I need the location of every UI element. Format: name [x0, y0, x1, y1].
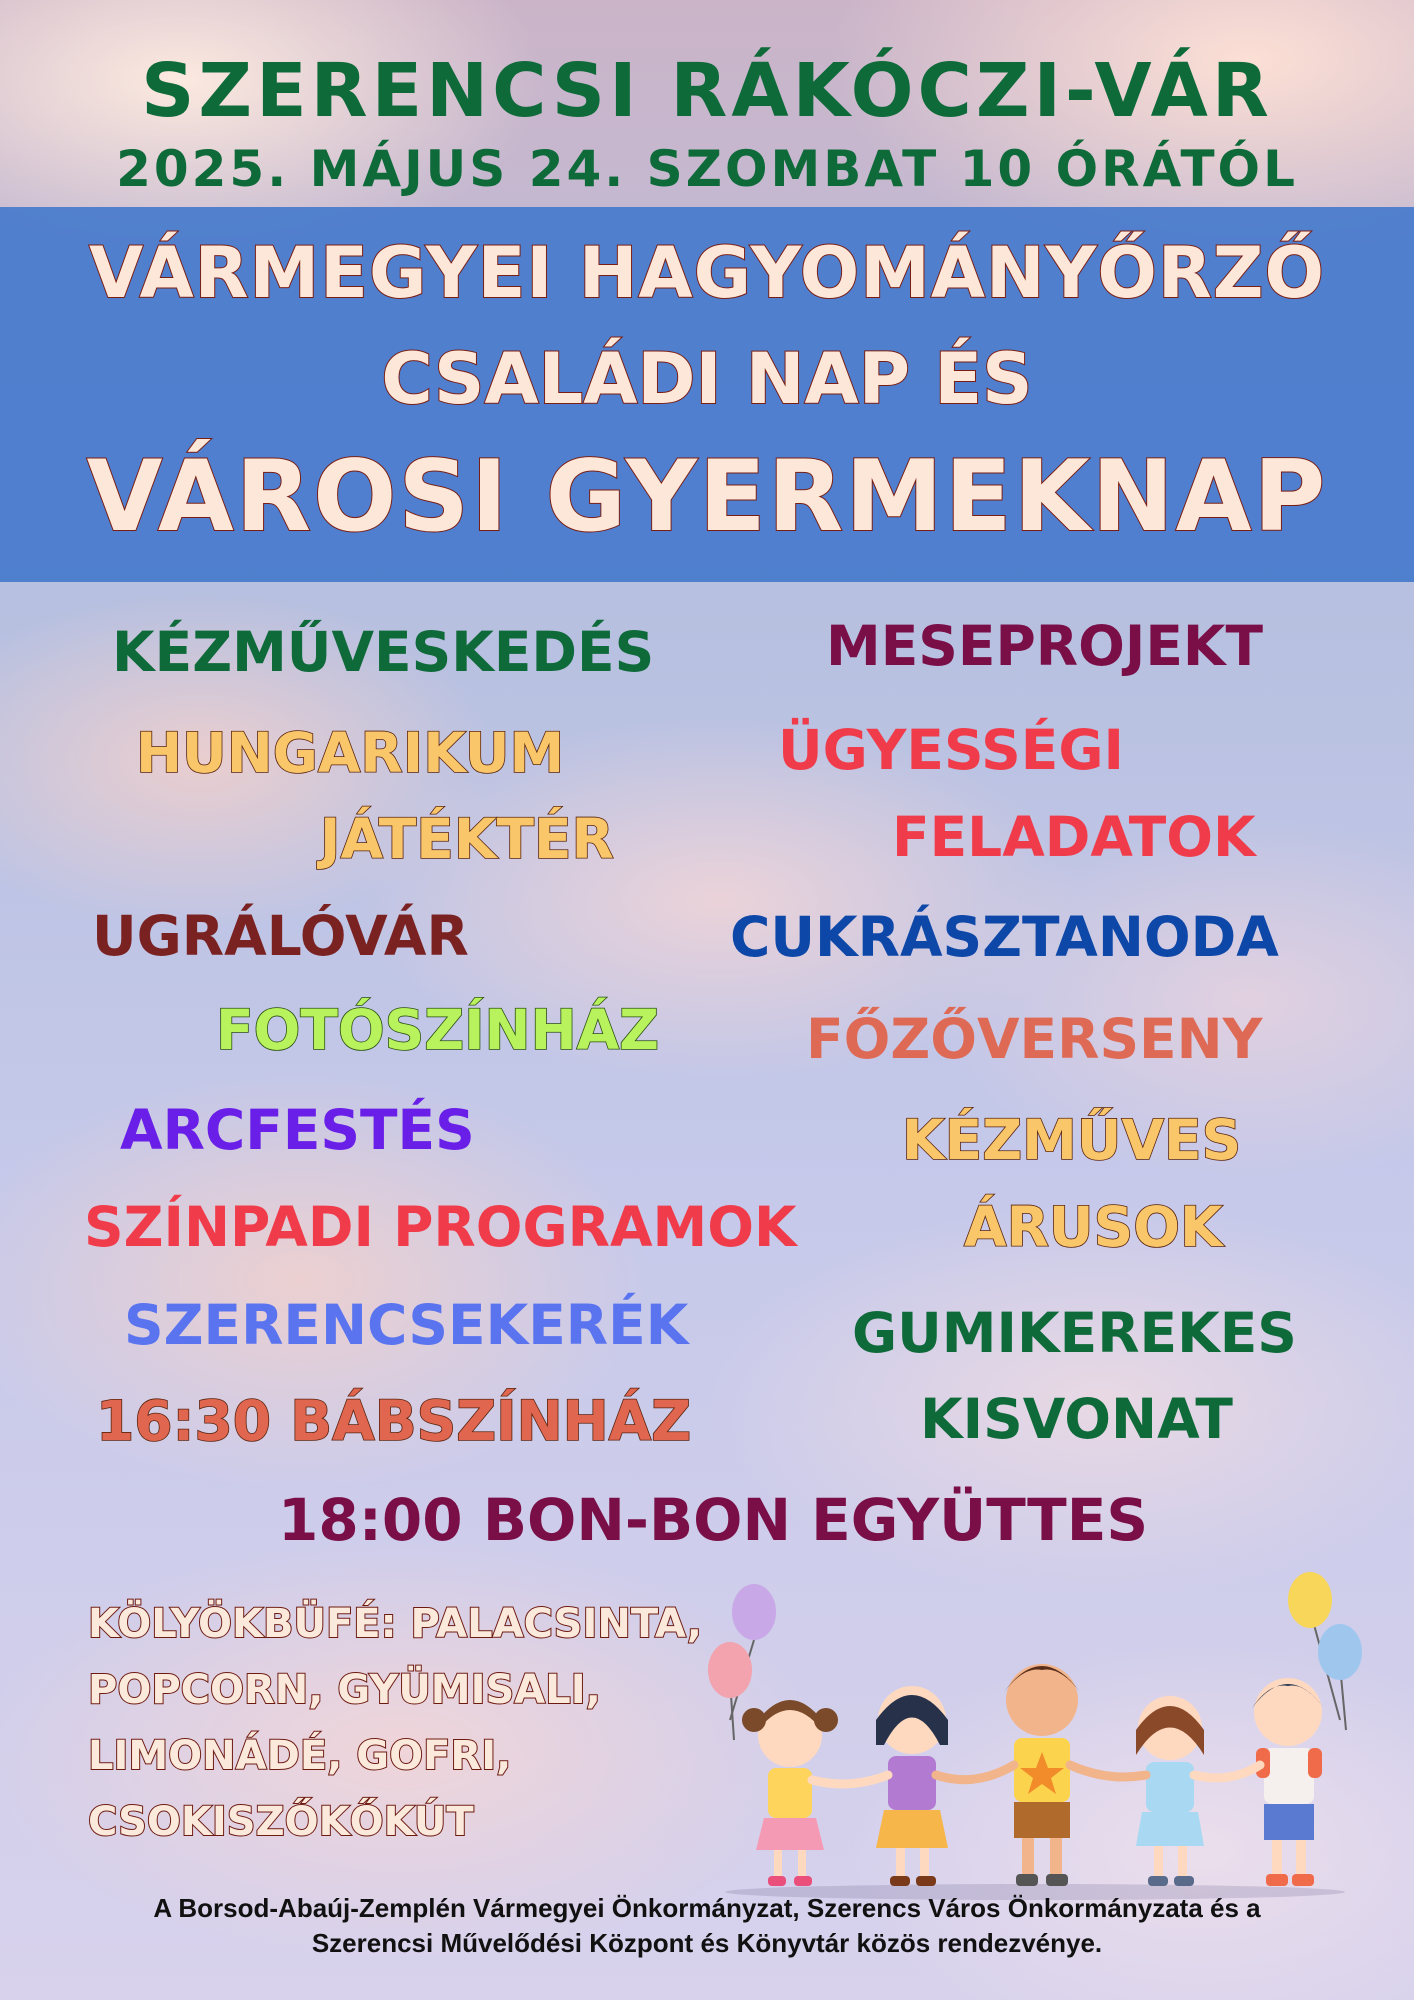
event-title-line-2: CSALÁDI NAP ÉS: [381, 338, 1033, 420]
child-1: [742, 1700, 838, 1886]
program-kezmuves: KÉZMŰVES: [902, 1108, 1242, 1172]
program-jatekter: JÁTÉKTÉR: [320, 807, 614, 871]
program-kezmuveskedes: KÉZMŰVESKEDÉS: [112, 620, 655, 684]
snack-line-3: LIMONÁDÉ, GOFRI,: [88, 1733, 512, 1779]
program-kisvonat: KISVONAT: [920, 1387, 1233, 1451]
child-5: [1252, 1678, 1324, 1886]
child-4: [1136, 1696, 1204, 1886]
event-title-line-3: VÁROSI GYERMEKNAP: [86, 440, 1328, 554]
program-bonbon: 18:00 BON-BON EGYÜTTES: [278, 1486, 1149, 1554]
program-ugralovar: UGRÁLÓVÁR: [92, 904, 469, 968]
program-arusok: ÁRUSOK: [964, 1195, 1223, 1259]
child-3: [1004, 1664, 1080, 1886]
program-fotoszinhaz: FOTÓSZÍNHÁZ: [216, 998, 660, 1062]
children-holding-hands-illustration: [690, 1570, 1380, 1900]
organizer-line-1: A Borsod-Abaúj-Zemplén Vármegyei Önkormányzat, Szerencs Város Önkormányzata és a: [153, 1893, 1261, 1923]
program-hungarikum: HUNGARIKUM: [136, 721, 565, 785]
program-szerencsekerek: SZERENCSEKERÉK: [124, 1293, 689, 1357]
program-feladatok: FELADATOK: [892, 805, 1256, 869]
program-arcfestes: ARCFESTÉS: [120, 1098, 475, 1162]
program-meseprojekt: MESEPROJEKT: [826, 614, 1264, 678]
child-2: [876, 1686, 948, 1886]
program-szinpadi: SZÍNPADI PROGRAMOK: [84, 1195, 797, 1259]
snack-line-2: POPCORN, GYÜMISALI,: [88, 1667, 601, 1713]
snack-line-1: KÖLYÖKBÜFÉ: PALACSINTA,: [88, 1601, 702, 1647]
program-gumikerekes: GUMIKEREKES: [852, 1301, 1297, 1365]
program-cukrasztanoda: CUKRÁSZTANODA: [730, 905, 1279, 969]
snack-line-4: CSOKISZŐKŐKÚT: [88, 1799, 474, 1845]
program-fozoverseny: FŐZŐVERSENY: [806, 1007, 1263, 1071]
venue-title: SZERENCSI RÁKÓCZI-VÁR: [141, 48, 1273, 134]
program-ugyessegi: ÜGYESSÉGI: [778, 718, 1124, 782]
event-title-line-1: VÁRMEGYEI HAGYOMÁNYŐRZŐ: [89, 232, 1325, 314]
event-date: 2025. MÁJUS 24. SZOMBAT 10 ÓRÁTÓL: [116, 140, 1298, 198]
program-babszinhaz: 16:30 BÁBSZÍNHÁZ: [96, 1389, 692, 1453]
organizer-line-2: Szerencsi Művelődési Központ és Könyvtár közös rendezvénye.: [311, 1928, 1103, 1958]
